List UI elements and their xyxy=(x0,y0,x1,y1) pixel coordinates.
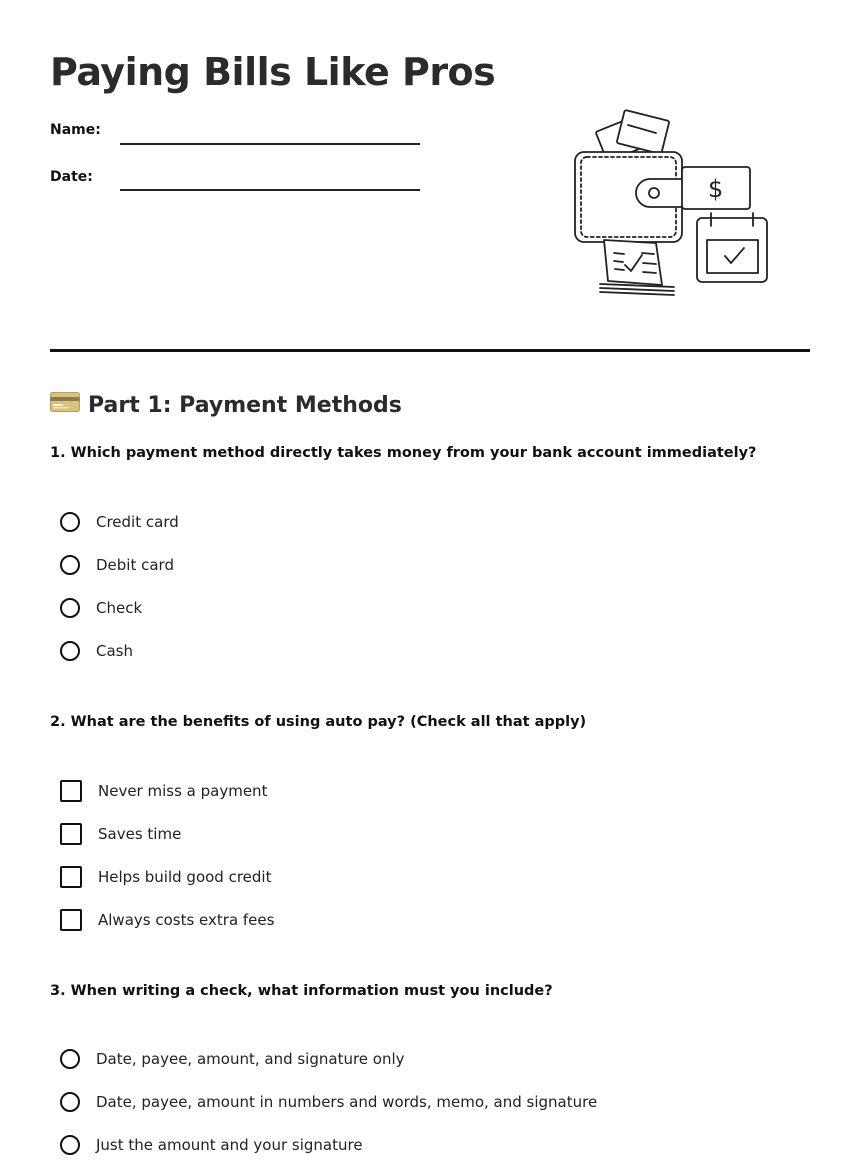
option-label: Date, payee, amount, and signature only xyxy=(96,1050,405,1068)
checkbox[interactable] xyxy=(60,866,82,888)
q2-option-2[interactable] xyxy=(60,821,181,847)
checkbox[interactable] xyxy=(60,823,82,845)
option-label: Cash xyxy=(96,642,133,660)
wallet-bills-calendar-icon xyxy=(570,105,775,300)
radio-button[interactable] xyxy=(60,512,80,532)
radio-button[interactable] xyxy=(60,1135,80,1155)
option-label: Always costs extra fees xyxy=(98,911,275,929)
date-label: Date: xyxy=(50,169,93,185)
q1-option-1[interactable] xyxy=(60,509,179,535)
question-2-text: 2. What are the benefits of using auto pay? (Check all that apply) xyxy=(50,714,587,730)
q3-option-2[interactable] xyxy=(60,1089,597,1115)
question-3-text: 3. When writing a check, what information must you include? xyxy=(50,983,553,999)
part1-heading-text: Part 1: Payment Methods xyxy=(88,392,402,418)
radio-button[interactable] xyxy=(60,1049,80,1069)
q2-option-3[interactable] xyxy=(60,864,271,890)
option-label: Helps build good credit xyxy=(98,868,272,886)
credit-card-icon xyxy=(50,392,80,418)
q3-option-3[interactable] xyxy=(60,1132,363,1158)
option-label: Never miss a payment xyxy=(98,782,268,800)
part1-heading xyxy=(50,390,402,420)
question-1-text: 1. Which payment method directly takes money from your bank account immediately? xyxy=(50,445,757,461)
svg-text:$: $ xyxy=(708,175,724,203)
q2-option-4[interactable] xyxy=(60,907,274,933)
option-label: Saves time xyxy=(98,825,182,843)
section-divider xyxy=(50,349,810,352)
radio-button[interactable] xyxy=(60,555,80,575)
q1-option-2[interactable] xyxy=(60,552,174,578)
radio-button[interactable] xyxy=(60,598,80,618)
date-field[interactable] xyxy=(120,189,420,191)
option-label: Date, payee, amount in numbers and words, memo, and signature xyxy=(96,1093,598,1111)
q1-option-4[interactable] xyxy=(60,638,133,664)
option-label: Check xyxy=(96,599,143,617)
worksheet-title: Paying Bills Like Pros xyxy=(50,50,496,94)
option-label: Credit card xyxy=(96,513,179,531)
radio-button[interactable] xyxy=(60,641,80,661)
checkbox[interactable] xyxy=(60,780,82,802)
q1-option-3[interactable] xyxy=(60,595,142,621)
radio-button[interactable] xyxy=(60,1092,80,1112)
option-label: Just the amount and your signature xyxy=(96,1136,363,1154)
name-field[interactable] xyxy=(120,143,420,145)
q3-option-1[interactable] xyxy=(60,1046,405,1072)
q2-option-1[interactable] xyxy=(60,778,267,804)
name-label: Name: xyxy=(50,122,101,138)
checkbox[interactable] xyxy=(60,909,82,931)
option-label: Debit card xyxy=(96,556,174,574)
